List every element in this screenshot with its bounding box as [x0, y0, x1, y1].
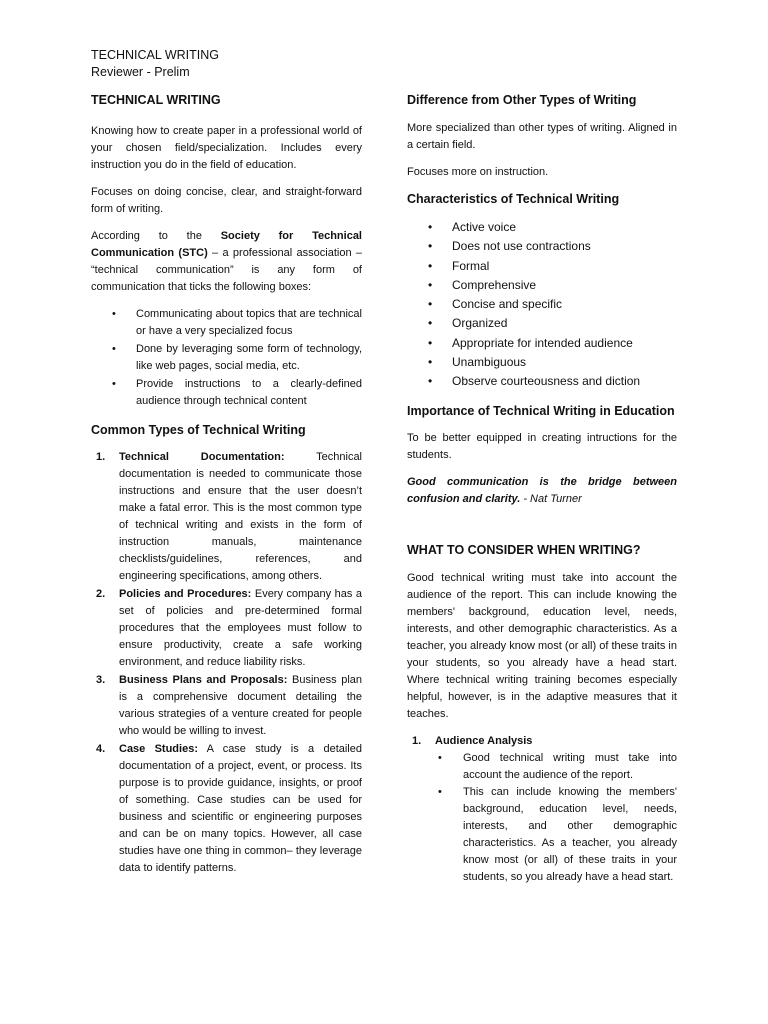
paragraph-importance: To be better equipped in creating intructions for the students. — [407, 431, 677, 461]
audience-analysis-item: 1. Audience Analysis — [412, 734, 533, 747]
bullet-icon: • — [112, 308, 116, 320]
list-item: • This can include knowing the members' background, education level, needs, interests, and other demographic characteristics. As a teacher, you already know most (or all) of these traits in your students, so you already have a head start. — [438, 785, 677, 883]
left-column — [91, 92, 362, 877]
list-item: • Communicating about topics that are technical or have a very specialized focus — [112, 308, 362, 337]
paragraph-definition: Knowing how to create paper in a professional world of your chosen field/specialization. Includes every instruction you do in the field of education. — [91, 125, 362, 171]
quote-text: Good communication is the bridge between confusion and clarity. — [407, 475, 677, 505]
list-item: 3. Business Plans and Proposals: Business plan is a comprehensive document detailing the various strategies of a venture created for people who would be willing to invest. — [96, 674, 362, 737]
list-item: • Observe courteousness and diction — [407, 372, 677, 391]
audience-analysis-title: Audience Analysis — [435, 734, 533, 747]
quote — [407, 474, 677, 508]
list-item: • Unambiguous — [407, 353, 677, 372]
bullet-icon: • — [112, 378, 116, 390]
bullet-icon: • — [428, 335, 433, 350]
bullet-icon: • — [428, 220, 433, 234]
document-subtitle: Reviewer - Prelim — [91, 65, 190, 79]
bullet-icon: • — [438, 751, 442, 764]
list-item: 1. Technical Documentation: Technical documentation is needed to communicate those instructions and ensure that the user doesn’t make a fatal error. This is the most common type of technical writing and exists in the form of instruction manuals, maintenance checklists/guidelines, references, and engineering specifications, among others. — [96, 451, 363, 582]
section-heading-common-types: Common Types of Technical Writing — [91, 423, 306, 437]
section-heading-difference: Difference from Other Types of Writing — [407, 93, 637, 107]
list-item: • Does not use contractions — [407, 237, 677, 256]
document-header — [91, 47, 219, 81]
list-item: 4. Case Studies: A case study is a detailed documentation of a project, event, or process. Its purpose is to provide guidance, insights, or proof of something. Case studies can be used for business and scientific or engineering purposes and can be on many topics. However, all case studies have one thing in common– they leverage data to identify patterns. — [96, 743, 362, 874]
section-heading-technical-writing: TECHNICAL WRITING — [91, 93, 221, 107]
bullet-icon: • — [428, 297, 433, 312]
list-item: • Appropriate for intended audience — [407, 334, 677, 353]
bullet-icon: • — [428, 258, 433, 273]
audience-analysis-list — [407, 750, 677, 886]
list-item: • Done by leveraging some form of technology, like web pages, social media, etc. — [112, 343, 362, 372]
list-item: • Good technical writing must take into account the audience of the report. — [438, 751, 677, 781]
paragraph-instruction: Focuses more on instruction. — [407, 166, 549, 178]
list-item: • Concise and specific — [407, 295, 677, 314]
bullet-icon: • — [438, 785, 442, 798]
paragraph-difference: More specialized than other types of writing. Aligned in a certain field. — [407, 122, 677, 151]
stc-boxes-list — [91, 306, 362, 410]
paragraph-focus: Focuses on doing concise, clear, and straight-forward form of writing. — [91, 186, 362, 215]
paragraph-consider: Good technical writing must take into account the audience of the report. This can include knowing the members' background, education level, needs, interests, and other demographic characteristics. As a teacher, you already know most (or all) of these traits in your students, so you already have a head start. Where technical writing training becomes especially helpful, however, is in the adaptive measures that it teaches. — [407, 571, 677, 720]
stc-name: Society for Technical Communication (STC) — [91, 230, 362, 259]
characteristics-list — [407, 218, 677, 392]
paragraph-stc: According to the Society for Technical Communication (STC) – a professional association – “technical communication” is any form of communication that ticks the following boxes: — [91, 230, 362, 293]
list-item: • Comprehensive — [407, 276, 677, 295]
list-item: 2. Policies and Procedures: Every company has a set of policies and pre-determined formal procedures that the employees must follow to ensure productivity, create a safe working environment, and reduce liability risks. — [96, 588, 362, 668]
bullet-icon: • — [428, 316, 433, 331]
right-column — [407, 92, 677, 886]
list-item: • Provide instructions to a clearly-defined audience through technical content — [112, 378, 362, 407]
list-item: • Formal — [407, 257, 677, 276]
list-item: • Active voice — [407, 218, 677, 237]
types-list — [91, 449, 362, 877]
bullet-icon: • — [428, 355, 433, 370]
section-heading-characteristics: Characteristics of Technical Writing — [407, 192, 620, 206]
quote-author: - Nat Turner — [520, 492, 582, 505]
bullet-icon: • — [428, 239, 433, 254]
section-heading-importance: Importance of Technical Writing in Education — [407, 403, 675, 418]
document-title: TECHNICAL WRITING — [91, 48, 220, 62]
list-item: • Organized — [407, 314, 677, 333]
bullet-icon: • — [428, 374, 433, 389]
section-heading-consider: WHAT TO CONSIDER WHEN WRITING? — [407, 542, 641, 557]
bullet-icon: • — [428, 277, 433, 292]
bullet-icon: • — [112, 343, 116, 355]
